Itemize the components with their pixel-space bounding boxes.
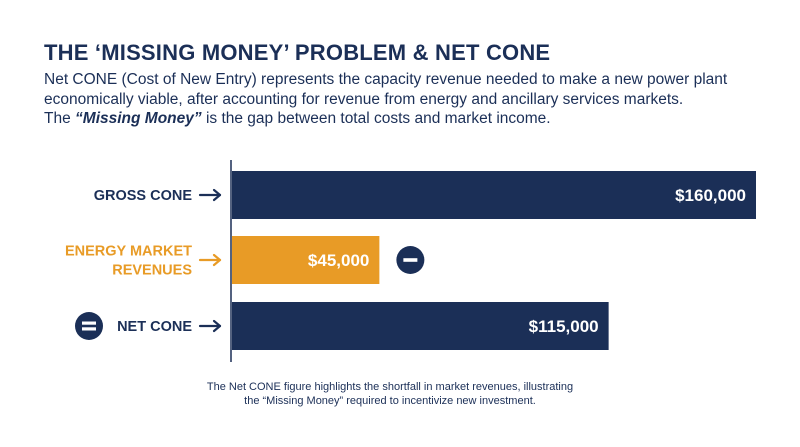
- equals-icon-bar-bottom: [82, 327, 96, 330]
- arrow-icon: [200, 190, 220, 200]
- category-label-2: ENERGY MARKET REVENUES: [64, 243, 192, 279]
- equals-icon: [75, 312, 103, 340]
- arrow-icon: [200, 321, 220, 331]
- subtitle-line-2-prefix: The: [44, 110, 71, 127]
- arrow-icon: [200, 255, 220, 265]
- category-label-1: GROSS CONE: [93, 188, 192, 204]
- value-label-3: $115,000: [528, 317, 599, 336]
- chart-caption: [180, 380, 600, 408]
- category-label-3: NET CONE: [117, 319, 192, 335]
- page-title: THE ‘MISSING MONEY’ PROBLEM & NET CONE: [44, 40, 551, 65]
- minus-icon-bar: [403, 258, 417, 262]
- caption-line-2: the “Missing Money” required to incentivize new investment.: [244, 395, 536, 407]
- caption-line-1: The Net CONE figure highlights the shortfall in market revenues, illustrating: [206, 381, 574, 393]
- subtitle-line-1: Net CONE (Cost of New Entry) represents the capacity revenue needed to make a new power plant economically viable, after accounting for revenue from energy and ancillary services markets.: [44, 71, 728, 108]
- value-label-1: $160,000: [675, 186, 746, 205]
- equals-icon-bar-top: [82, 322, 96, 325]
- missing-money-emphasis: “Missing Money”: [75, 110, 202, 127]
- value-label-2: $45,000: [307, 251, 370, 270]
- subtitle-line-2-suffix: is the gap between total costs and market income.: [205, 110, 551, 127]
